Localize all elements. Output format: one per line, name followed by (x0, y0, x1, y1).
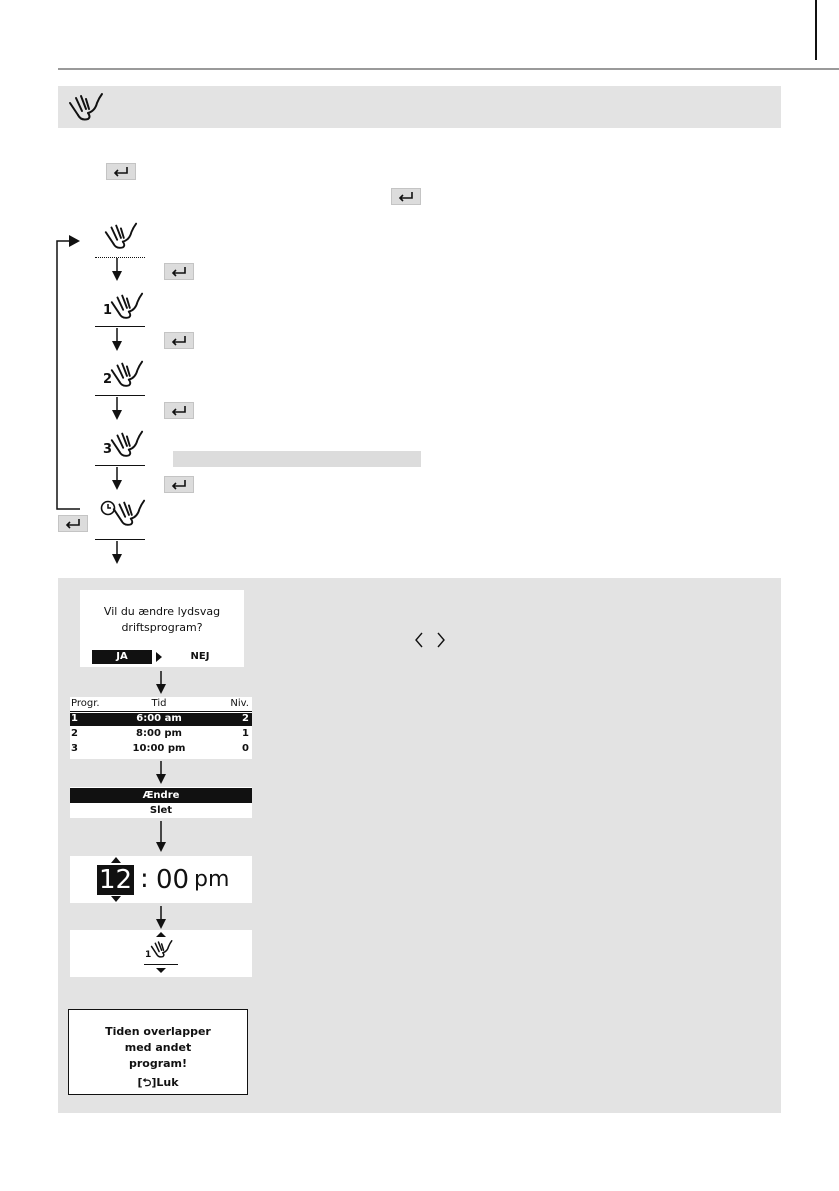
time-separator: : (140, 864, 149, 894)
chevron-right-icon (436, 631, 446, 649)
time-setter (70, 856, 252, 903)
enter-key-icon (391, 188, 421, 205)
yes-button[interactable]: JA (92, 650, 152, 664)
hand-touch-icon (102, 220, 138, 252)
enter-key-icon (58, 515, 88, 532)
cell-time: 10:00 pm (132, 743, 186, 754)
menu-divider (144, 964, 178, 965)
no-button[interactable]: NEJ (190, 651, 210, 662)
cell-program: 3 (71, 743, 78, 754)
down-arrow-icon (155, 671, 167, 695)
error-dialog (68, 1009, 248, 1095)
menu-item-delete[interactable]: Slet (149, 805, 173, 816)
menu-divider (95, 539, 145, 540)
cell-level: 2 (242, 713, 249, 724)
hand-touch-icon (108, 290, 144, 322)
header-program: Progr. (71, 698, 100, 709)
down-arrow-icon[interactable] (156, 968, 166, 973)
down-arrow-icon (111, 397, 123, 421)
hand-touch-icon (149, 938, 173, 960)
table-header (70, 698, 252, 712)
cell-program: 2 (71, 728, 78, 739)
change-dialog (80, 590, 244, 667)
edit-menu (70, 787, 252, 818)
level-number[interactable]: 1 (145, 950, 152, 960)
hand-touch-icon (66, 91, 104, 123)
cell-time: 6:00 am (136, 713, 182, 724)
cell-program: 1 (71, 713, 78, 724)
page-edge-mark (815, 0, 817, 60)
down-arrow-icon[interactable] (110, 896, 122, 902)
header-rule (58, 68, 839, 70)
hand-touch-icon (108, 358, 144, 390)
menu-divider (95, 326, 145, 327)
dialog-question: Vil du ændre lydsvag driftsprogram? (103, 605, 221, 634)
enter-key-icon (164, 332, 194, 349)
level-number: 3 (103, 442, 113, 457)
down-arrow-icon (111, 258, 123, 282)
program-table (70, 697, 252, 759)
chevron-left-icon (414, 631, 424, 649)
table-row[interactable] (70, 728, 252, 741)
level-number: 2 (103, 372, 113, 387)
section-header (58, 86, 781, 128)
close-button[interactable]: [⮌]Luk (137, 1076, 179, 1089)
level-number: 1 (103, 303, 113, 318)
enter-key-icon (164, 263, 194, 280)
up-arrow-icon[interactable] (110, 857, 122, 863)
cell-time: 8:00 pm (136, 728, 182, 739)
level-setter (70, 930, 252, 977)
enter-key-icon (106, 163, 136, 180)
menu-divider (95, 465, 145, 466)
header-time: Tid (151, 698, 167, 709)
period-value[interactable]: pm (194, 867, 230, 892)
down-arrow-icon (155, 761, 167, 785)
enter-key-icon (164, 402, 194, 419)
up-arrow-icon[interactable] (156, 932, 166, 937)
error-message: Tiden overlapper med andet program! (105, 1025, 211, 1070)
hand-touch-icon (108, 428, 144, 460)
header-level: Niv. (230, 698, 249, 709)
down-arrow-icon (111, 467, 123, 491)
down-arrow-icon (155, 821, 167, 853)
loop-back-arrow (52, 232, 82, 512)
down-arrow-icon (155, 906, 167, 930)
down-arrow-icon (111, 328, 123, 352)
menu-item-change[interactable]: Ændre (70, 788, 252, 803)
table-row[interactable] (70, 713, 252, 726)
chevron-right-icon (155, 651, 163, 663)
hour-value[interactable]: 12 (98, 865, 133, 895)
cell-level: 0 (242, 743, 249, 754)
highlight-bar (173, 451, 421, 467)
cell-level: 1 (242, 728, 249, 739)
minute-value[interactable]: 00 (156, 865, 190, 895)
enter-key-icon (164, 476, 194, 493)
table-row[interactable] (70, 743, 252, 756)
hand-touch-icon (110, 497, 146, 529)
menu-divider (95, 395, 145, 396)
down-arrow-icon (111, 541, 123, 565)
